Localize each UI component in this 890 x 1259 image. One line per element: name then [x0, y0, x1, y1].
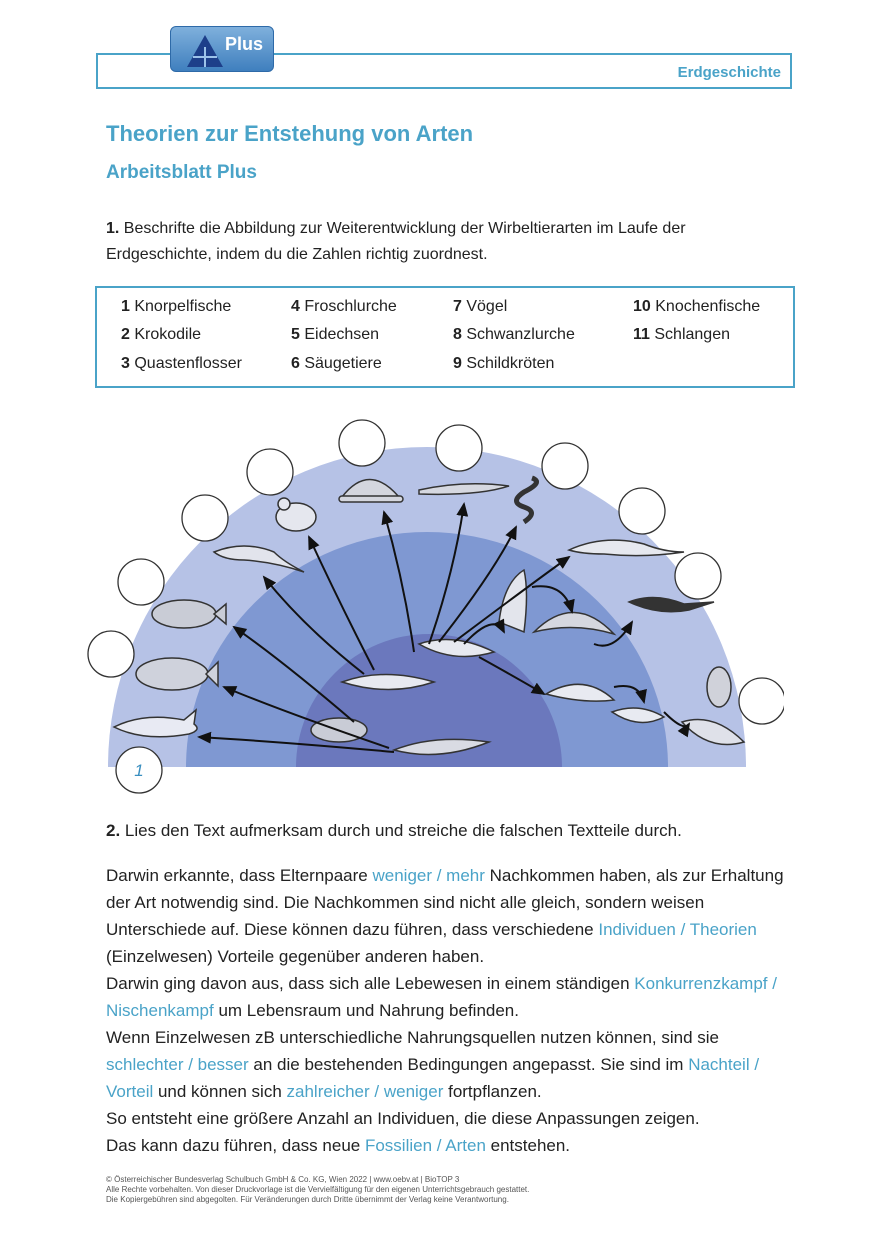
- task-1: [106, 216, 746, 268]
- legend-label: Schwanzlurche: [461, 326, 575, 343]
- legend-item: [453, 326, 575, 344]
- animal-primate-icon: [707, 667, 731, 707]
- legend-label: Quastenflosser: [129, 355, 242, 372]
- legend-number: 3: [121, 355, 130, 372]
- answer-circle: [88, 631, 134, 677]
- legend-item: [121, 355, 242, 373]
- legend-item: [291, 326, 379, 344]
- legend-label: Froschlurche: [299, 298, 397, 315]
- legend-number: 2: [121, 326, 130, 343]
- choice-3[interactable]: Konkurrenzkampf / Nischenkampf: [106, 974, 777, 1020]
- evolution-figure: [84, 412, 784, 797]
- legend-label: Eidechsen: [299, 326, 380, 343]
- legend-number: 11: [633, 326, 650, 343]
- plus-logo: [170, 26, 274, 72]
- legend-label: Vögel: [461, 298, 508, 315]
- triangle-logo-icon: [185, 33, 225, 69]
- legend-label: Knorpelfische: [129, 298, 232, 315]
- choice-7[interactable]: Fossilien / Arten: [364, 1136, 486, 1155]
- legend-item: [453, 355, 554, 373]
- legend-item: [633, 326, 730, 344]
- logo-text: Plus: [225, 34, 264, 54]
- legend-box: [95, 286, 795, 388]
- legend-label: Schlangen: [649, 326, 730, 343]
- legend-number: 10: [633, 298, 651, 315]
- legend-item: [121, 326, 201, 344]
- task-1-text: Beschrifte die Abbildung zur Weiterentwicklung der Wirbeltierarten im Laufe der Erdgeschichte, indem du die Zahlen richtig zuordnest.: [106, 220, 686, 263]
- task-2-number: 2.: [106, 821, 121, 840]
- legend-item: [453, 298, 507, 316]
- footer-line: Die Kopiergebühren sind abgegolten. Für Veränderungen durch Dritte übernimmt der Verlag keine Verantwortung.: [106, 1195, 509, 1204]
- choice-4[interactable]: schlechter / besser: [106, 1055, 249, 1074]
- legend-number: 9: [453, 355, 462, 372]
- legend-item: [291, 355, 382, 373]
- legend-number: 1: [121, 298, 130, 315]
- choice-2[interactable]: Individuen / Theorien: [598, 920, 757, 939]
- legend-number: 6: [291, 355, 300, 372]
- answer-circle: [339, 420, 385, 466]
- choice-1[interactable]: weniger / mehr: [372, 866, 485, 885]
- legend-number: 7: [453, 298, 462, 315]
- legend-item: [121, 298, 231, 316]
- answer-circle: [619, 488, 665, 534]
- answer-circle: [247, 449, 293, 495]
- legend-number: 4: [291, 298, 300, 315]
- legend-number: 5: [291, 326, 300, 343]
- legend-item: [633, 298, 760, 316]
- task-2-text: Lies den Text aufmerksam durch und streiche die falschen Textteile durch.: [120, 821, 682, 840]
- footer: [106, 1175, 806, 1205]
- legend-label: Knochenfische: [650, 298, 761, 315]
- legend-number: 8: [453, 326, 462, 343]
- answer-circle: [436, 425, 482, 471]
- answer-circle: [542, 443, 588, 489]
- darwin-paragraph: Darwin erkannte, dass Elternpaare weniger / mehr Nachkommen haben, als zur Erhaltung der Art notwendig sind. Die Nachkommen sind nicht alle gleich, sondern weisen Unterschiede auf. Diese können dazu führen, dass verschiedene Individuen / Theorien (Einzelwesen) Vorteile gegenüber anderen haben. Darwin ging davon aus, dass sich alle Lebewesen in einem ständigen Konkurrenzkampf / Nischenkampf um Lebensraum und Nahrung befinden. Wenn Einzelwesen zB unterschiedliche Nahrungsquellen nutzen können, sind sie schlechter / besser an die bestehenden Bedingungen angepasst. Sie sind im Nachteil / Vorteil und können sich zahlreicher / weniger fortpflanzen. So entsteht eine größere Anzahl an Individuen, die diese Anpassungen zeigen. Das kann dazu führen, dass neue Fossilien / Arten entstehen.: [106, 866, 784, 1155]
- task-1-number: 1.: [106, 220, 120, 237]
- choice-6[interactable]: zahlreicher / weniger: [286, 1082, 444, 1101]
- legend-item: [291, 298, 397, 316]
- answer-circle: [118, 559, 164, 605]
- task-2: [106, 818, 746, 844]
- legend-label: Säugetiere: [299, 355, 382, 372]
- answer-circle: [739, 678, 784, 724]
- section-tag: Erdgeschichte: [677, 64, 781, 81]
- footer-line: © Österreichischer Bundesverlag Schulbuch GmbH & Co. KG, Wien 2022 | www.oebv.at | BioTOP 3: [106, 1175, 460, 1184]
- page-subtitle: Arbeitsblatt Plus: [106, 162, 257, 183]
- answer-circle: [675, 553, 721, 599]
- choice-5[interactable]: Nachteil / Vorteil: [106, 1055, 760, 1101]
- answer-circle: [182, 495, 228, 541]
- example-answer: 1: [134, 761, 144, 780]
- legend-label: Schildkröten: [461, 355, 555, 372]
- page-title: Theorien zur Entstehung von Arten: [106, 121, 474, 146]
- footer-line: Alle Rechte vorbehalten. Von dieser Druckvorlage ist die Vervielfältigung für den eigenen Unterrichtsgebrauch gestattet.: [106, 1185, 530, 1194]
- legend-label: Krokodile: [129, 326, 202, 343]
